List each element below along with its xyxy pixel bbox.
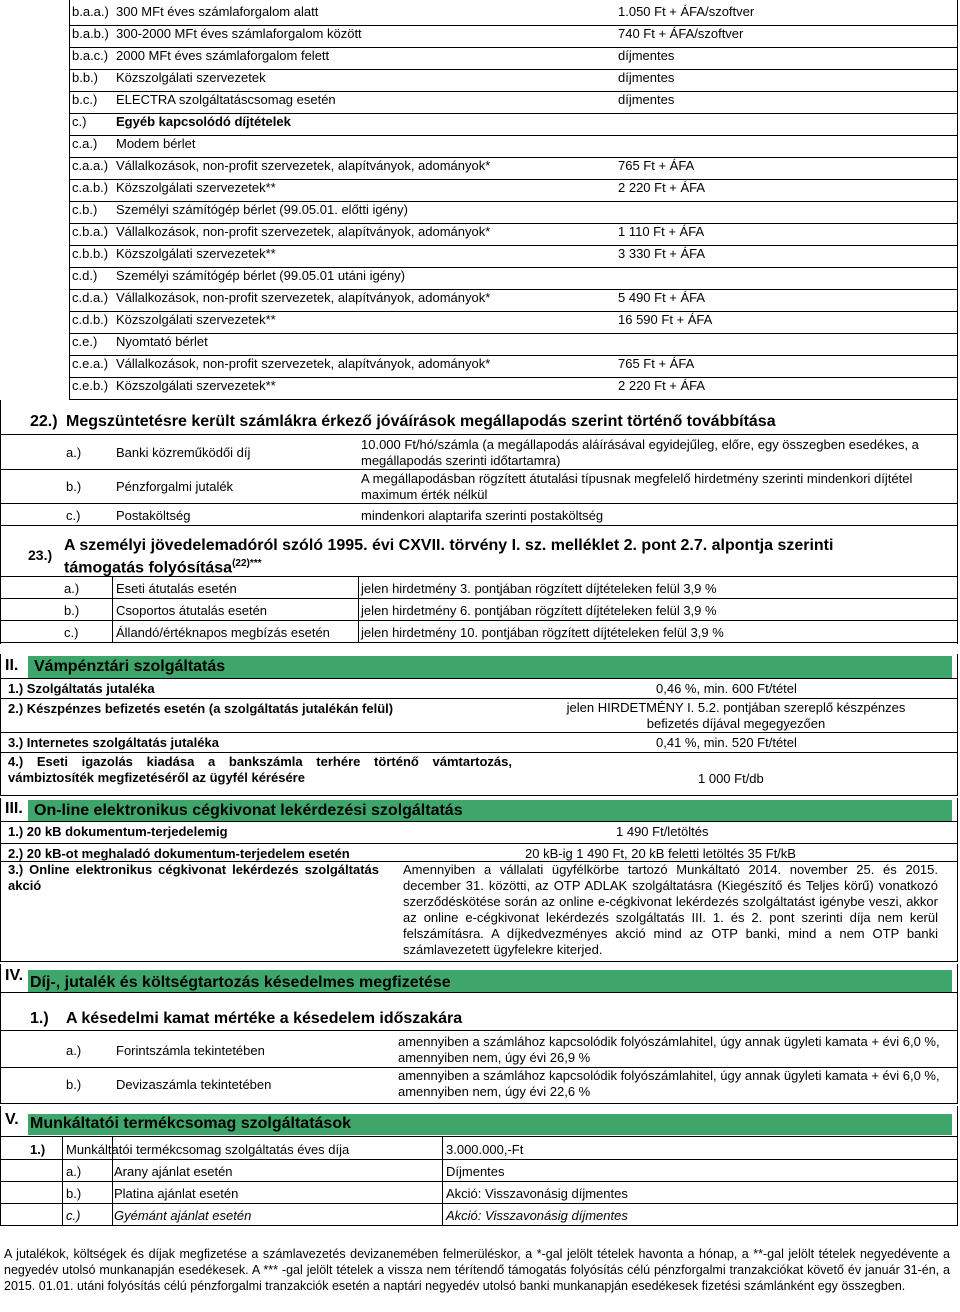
row-code: c.b.) xyxy=(72,202,98,217)
row-price: díjmentes xyxy=(618,70,675,85)
row-label: 1.) 20 kB dokumentum-terjedelemig xyxy=(8,824,228,839)
table-row xyxy=(0,158,960,180)
row-code: b.) xyxy=(66,479,82,494)
row-code: c.e.a.) xyxy=(72,356,109,371)
row-code: b.) xyxy=(66,1186,82,1201)
section-title: Vámpénztári szolgáltatás xyxy=(34,658,226,675)
row-code: c.a.a.) xyxy=(72,158,109,173)
row-code: c.a.b.) xyxy=(72,180,109,195)
section-title: On-line elektronikus cégkivonat lekérdezési szolgáltatás xyxy=(34,802,463,819)
row-value: 20 kB-ig 1 490 Ft, 20 kB feletti letöltés 35 Ft/kB xyxy=(525,846,796,861)
table-row xyxy=(0,180,960,202)
row-label: Platina ajánlat esetén xyxy=(114,1186,239,1201)
row-code: c.) xyxy=(66,1208,81,1223)
row-text: amennyiben a számlához kapcsolódik folyószámlahitel, úgy annak ügyleti kamata + évi 6,0 %, amennyiben nem, úgy évi 26,9 % xyxy=(398,1034,940,1065)
row-label: 1.) Szolgáltatás jutaléka xyxy=(8,681,155,696)
row-code: b.a.b.) xyxy=(72,26,109,41)
row-price: díjmentes xyxy=(618,48,675,63)
row-text: 10.000 Ft/hó/számla (a megállapodás aláírásával egyidejűleg, előre, egy összegben esedékes, a megállapodás szerinti időtartamra) xyxy=(361,437,919,468)
table-row xyxy=(0,334,960,356)
row-label: 300-2000 MFt éves számlaforgalom között xyxy=(116,26,362,41)
row-code: b.a.a.) xyxy=(72,4,109,19)
table-row xyxy=(0,246,960,268)
row-value: Amennyiben a vállalati ügyfélkörbe tartozó Munkáltató 2014. november 25. és 2015. december 31. közötti, az OTP ADLAK szolgáltatásra (Kiegészítő és Teljes körű) vonatkozó szerződéskötése során az online e-cégkivonat lekérdezés szolgáltatást igénybe veszi, akkor az online e-cégkivonat lekérdezés szolgáltatás III. 1. és 2. pont szerinti díja nem kerül felszámításra. A díjkedvezményes akció mind az OTP banki, mind a nem OTP banki számlavezetett ügyfelekre kiterjed. xyxy=(403,862,938,957)
row-text: A megállapodásban rögzített átutalási típusnak megfelelő hirdetmény szerinti mindenkori díjtétel maximum érték nélkül xyxy=(361,471,913,502)
row-value: Akció: Visszavonásig díjmentes xyxy=(446,1186,628,1201)
section-title: A személyi jövedelemadóról szóló 1995. évi CXVII. törvény I. sz. melléklet 2. pont 2.7. alpontja szerinti xyxy=(64,537,834,554)
row-text: jelen hirdetmény 6. pontjában rögzített díjtételeken felül 3,9 % xyxy=(361,603,717,618)
row-value: 1 000 Ft/db xyxy=(698,771,764,786)
row-code: b.b.) xyxy=(72,70,99,85)
row-price: 740 Ft + ÁFA/szoftver xyxy=(618,26,744,41)
row-label: Gyémánt ajánlat esetén xyxy=(114,1208,252,1223)
row-code: c.b.a.) xyxy=(72,224,109,239)
row-label: Pénzforgalmi jutalék xyxy=(116,479,234,494)
row-label: 3.) Online elektronikus cégkivonat lekérdezés szolgáltatás akció xyxy=(8,862,379,893)
row-value: jelen HIRDETMÉNY I. 5.2. pontjában szereplő készpénzes befizetés díjával megegyezően xyxy=(566,700,906,731)
row-code: b.) xyxy=(64,603,80,618)
row-label: Vállalkozások, non-profit szervezetek, alapítványok, adományok* xyxy=(116,290,491,305)
row-label: ELECTRA szolgáltatáscsomag esetén xyxy=(116,92,336,107)
row-text: jelen hirdetmény 3. pontjában rögzített díjtételeken felül 3,9 % xyxy=(361,581,717,596)
row-price: 16 590 Ft + ÁFA xyxy=(618,312,713,327)
row-label: Eseti átutalás esetén xyxy=(116,581,237,596)
row-value: 0,46 %, min. 600 Ft/tétel xyxy=(656,681,797,696)
row-label: Modem bérlet xyxy=(116,136,196,151)
table-row xyxy=(0,26,960,48)
row-price: 765 Ft + ÁFA xyxy=(618,356,695,371)
row-label: Vállalkozások, non-profit szervezetek, alapítványok, adományok* xyxy=(116,224,491,239)
sub-number: 1.) xyxy=(30,1010,49,1027)
row-code: b.c.) xyxy=(72,92,98,107)
row-code: a.) xyxy=(64,581,80,596)
section-number: 23.) xyxy=(28,547,53,563)
footnote: A jutalékok, költségek és díjak megfizetése a számlavezetés devizanemében felmerüléskor, a *-gal jelölt tételek havonta a hónap, a **-gal jelölt tételek negyedévente a negyedév utolsó munkanapján esedékesek. A *** -gal jelölt tételek a vissza nem térítendő támogatás folyósítás célú pénzforgalmi tranzakciókat követő év január 31-én, a 2015. 01.01. utáni folyósítás célú pénzforgalmi tranzakciók esetén a naptári negyedév utolsó banki munkanapján esedékesek fizetési számlánként egy összegben. xyxy=(4,1247,950,1293)
table-row xyxy=(0,224,960,246)
row-label: Egyéb kapcsolódó díjtételek xyxy=(116,114,291,129)
row-price: 3 330 Ft + ÁFA xyxy=(618,246,706,261)
row-label: Állandó/értéknapos megbízás esetén xyxy=(116,625,330,640)
row-label: 2000 MFt éves számlaforgalom felett xyxy=(116,48,330,63)
row-label: 4.) Eseti igazolás kiadása a bankszámla terhére történő vámtartozás, vámbiztosíték megfizetéséről az ügyfél kérésére xyxy=(8,754,512,785)
row-label: 2.) Készpénzes befizetés esetén (a szolgáltatás jutalékán felül) xyxy=(8,701,394,716)
row-price: 1 110 Ft + ÁFA xyxy=(618,224,705,239)
row-code: c.d.) xyxy=(72,268,98,283)
row-code: 1.) xyxy=(30,1142,46,1157)
table-row xyxy=(0,290,960,312)
section-title: Megszüntetésre került számlákra érkező jóváírások megállapodás szerint történő továbbítása xyxy=(66,413,776,430)
row-label: 3.) Internetes szolgáltatás jutaléka xyxy=(8,735,219,750)
row-price: díjmentes xyxy=(618,92,675,107)
row-label: Csoportos átutalás esetén xyxy=(116,603,268,618)
table-row xyxy=(0,356,960,378)
row-code: c.) xyxy=(72,114,87,129)
row-label: Arany ajánlat esetén xyxy=(114,1164,233,1179)
table-row xyxy=(0,378,960,400)
row-code: c.) xyxy=(64,625,79,640)
row-code: c.e.) xyxy=(72,334,98,349)
section-number: II. xyxy=(5,657,19,674)
row-label: Közszolgálati szervezetek xyxy=(116,70,266,85)
table-row xyxy=(0,202,960,224)
row-code: c.a.) xyxy=(72,136,98,151)
table-row xyxy=(0,70,960,92)
row-label: Munkáltatói termékcsomag szolgáltatás éves díja xyxy=(66,1142,350,1157)
row-price: 2 220 Ft + ÁFA xyxy=(618,378,706,393)
row-label: Vállalkozások, non-profit szervezetek, alapítványok, adományok* xyxy=(116,356,491,371)
sub-title: A késedelmi kamat mértéke a késedelem időszakára xyxy=(66,1010,463,1027)
table-row xyxy=(0,92,960,114)
row-label: Devizaszámla tekintetében xyxy=(116,1077,272,1092)
row-code: c.d.a.) xyxy=(72,290,109,305)
row-label: Közszolgálati szervezetek** xyxy=(116,180,276,195)
row-label: Vállalkozások, non-profit szervezetek, alapítványok, adományok* xyxy=(116,158,491,173)
row-value: 1 490 Ft/letöltés xyxy=(616,824,709,839)
row-price: 1.050 Ft + ÁFA/szoftver xyxy=(618,4,755,19)
row-code: a.) xyxy=(66,1164,82,1179)
row-label: Postaköltség xyxy=(116,508,191,523)
row-label: Nyomtató bérlet xyxy=(116,334,208,349)
row-text: mindenkori alaptarifa szerinti postaköltség xyxy=(361,508,604,523)
row-label: Személyi számítógép bérlet (99.05.01. előtti igény) xyxy=(116,202,408,217)
section-number: V. xyxy=(5,1111,19,1128)
row-label: 300 MFt éves számlaforgalom alatt xyxy=(116,4,319,19)
section-title: Munkáltatói termékcsomag szolgáltatások xyxy=(30,1115,351,1132)
row-label: Banki közreműködői díj xyxy=(116,445,251,460)
table-row xyxy=(0,312,960,334)
section-title: Díj-, jutalék és költségtartozás késedelmes megfizetése xyxy=(30,974,451,991)
table-row xyxy=(0,114,960,136)
row-code: c.d.b.) xyxy=(72,312,109,327)
row-code: b.) xyxy=(66,1077,82,1092)
section-number: III. xyxy=(5,800,23,817)
table-row xyxy=(0,4,960,26)
row-code: c.e.b.) xyxy=(72,378,109,393)
row-price: 5 490 Ft + ÁFA xyxy=(618,290,706,305)
row-label: Forintszámla tekintetében xyxy=(116,1043,265,1058)
row-label: Közszolgálati szervezetek** xyxy=(116,246,276,261)
table-row xyxy=(0,268,960,290)
row-value: 0,41 %, min. 520 Ft/tétel xyxy=(656,735,797,750)
row-price: 765 Ft + ÁFA xyxy=(618,158,695,173)
row-label: Közszolgálati szervezetek** xyxy=(116,312,276,327)
row-text: jelen hirdetmény 10. pontjában rögzített díjtételeken felül 3,9 % xyxy=(361,625,724,640)
row-code: b.a.c.) xyxy=(72,48,109,63)
section-number: IV. xyxy=(5,967,24,984)
row-code: c.) xyxy=(66,508,81,523)
row-value: Akció: Visszavonásig díjmentes xyxy=(446,1208,628,1223)
row-label: Személyi számítógép bérlet (99.05.01 utáni igény) xyxy=(116,268,406,283)
section-number: 22.) xyxy=(30,413,58,430)
row-text: amennyiben a számlához kapcsolódik folyószámlahitel, úgy annak ügyleti kamata + évi 6,0 %, amennyiben nem, úgy évi 22,6 % xyxy=(398,1068,940,1099)
table-row xyxy=(0,136,960,158)
footnote-ref: (22)*** xyxy=(232,558,262,569)
row-value: 3.000.000,-Ft xyxy=(446,1142,524,1157)
row-code: a.) xyxy=(66,1043,82,1058)
row-label: Közszolgálati szervezetek** xyxy=(116,378,276,393)
section-title-2: támogatás folyósítása$^{(22)***}$ xyxy=(64,558,262,577)
row-label: 2.) 20 kB-ot meghaladó dokumentum-terjedelem esetén xyxy=(8,846,350,861)
row-code: a.) xyxy=(66,445,82,460)
row-price: 2 220 Ft + ÁFA xyxy=(618,180,706,195)
row-code: c.b.b.) xyxy=(72,246,109,261)
table-row xyxy=(0,48,960,70)
row-value: Díjmentes xyxy=(446,1164,505,1179)
